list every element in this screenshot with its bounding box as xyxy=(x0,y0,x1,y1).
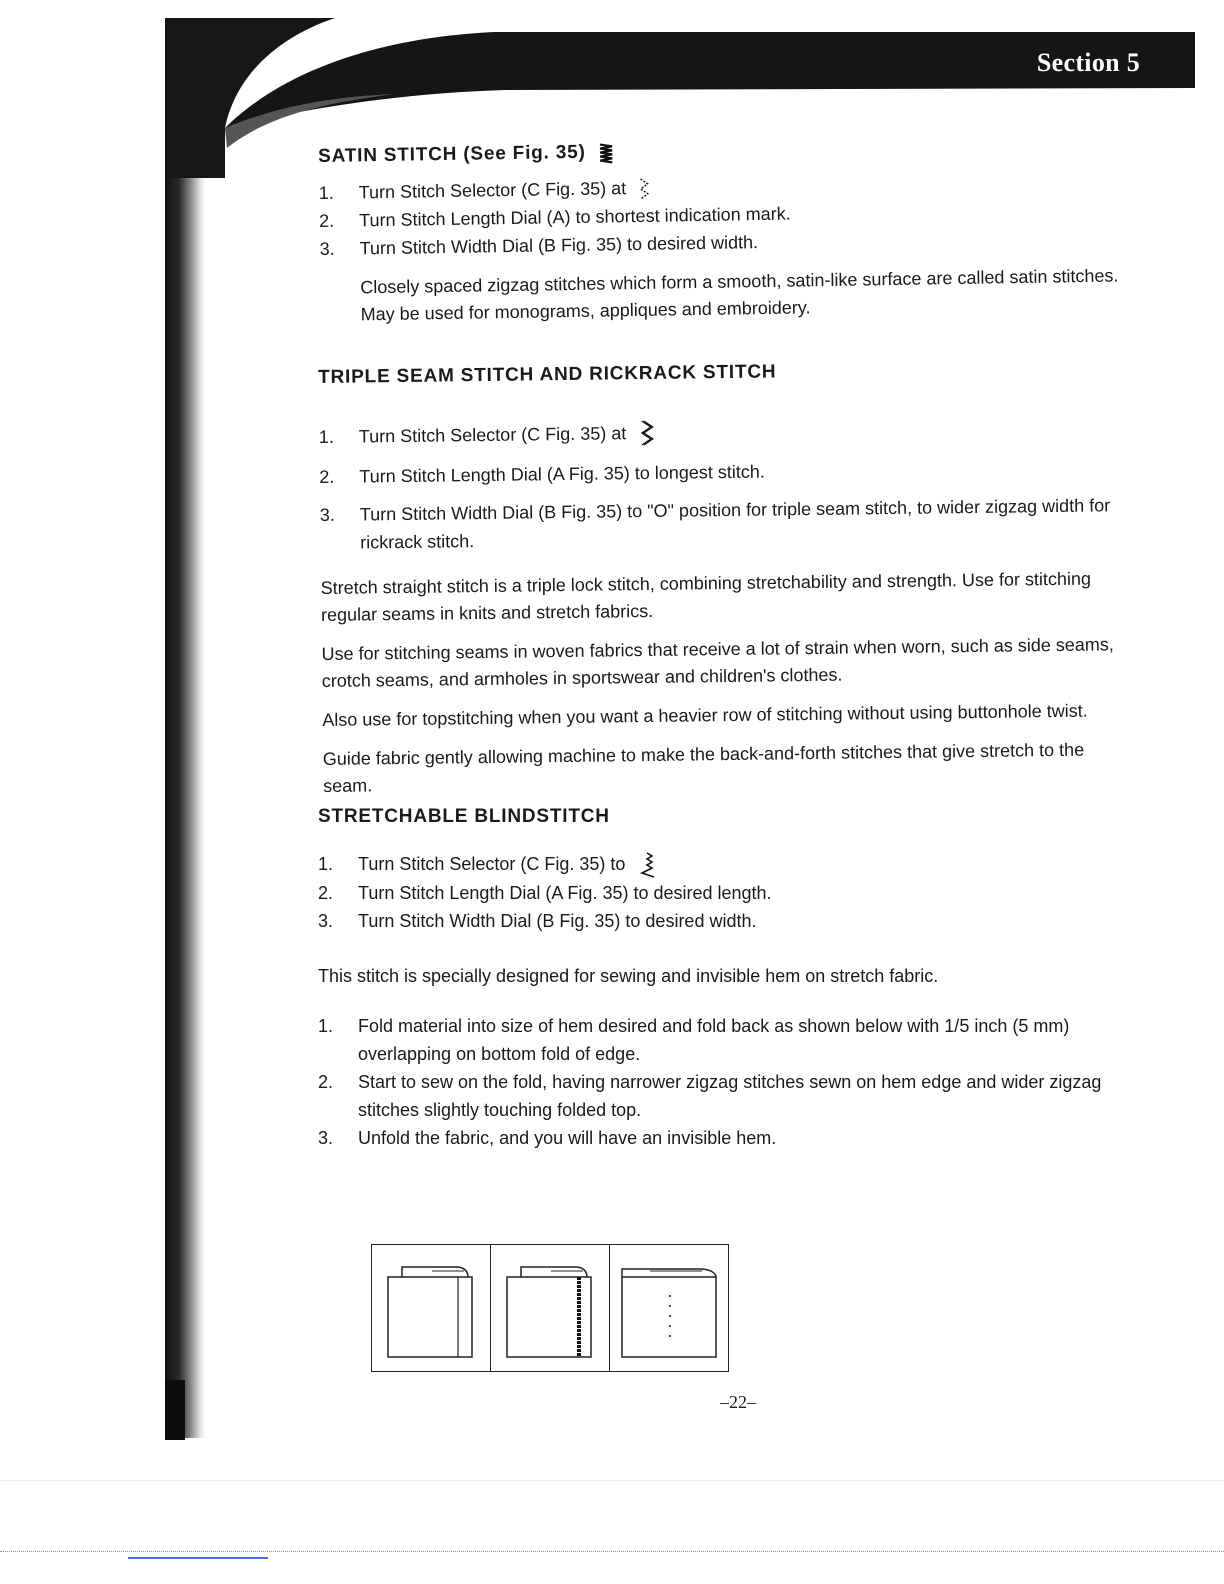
satin-section xyxy=(318,133,1121,328)
blindstitch-icon xyxy=(638,851,658,879)
satin-steps xyxy=(319,166,1120,263)
page-content xyxy=(318,132,1118,1152)
blind-section xyxy=(318,806,1118,1152)
triple-section xyxy=(318,357,1123,800)
hem-step-2-figure xyxy=(491,1245,610,1371)
blind-steps xyxy=(318,850,1118,935)
scan-binding-shadow xyxy=(165,1380,185,1440)
triple-steps xyxy=(319,413,1121,557)
list-item: 2. Start to sew on the fold, having narrower zigzag stitches sewn on hem edge and wider zigzag stitches slightly touching folded top. xyxy=(318,1072,1102,1121)
scan-divider xyxy=(0,1480,1224,1481)
hem-steps xyxy=(318,1012,1118,1152)
hem-step-1-figure xyxy=(372,1245,491,1371)
zigzag-selector-icon xyxy=(639,177,651,201)
list-item: 1. Turn Stitch Selector (C Fig. 35) at xyxy=(319,413,1119,453)
list-item: 1. Fold material into size of hem desired and fold back as shown below with 1/5 inch (5 mm) overlapping on bottom fold of edge. xyxy=(318,1016,1070,1065)
triple-paragraph: Stretch straight stitch is a triple lock stitch, combining stretchability and strength. Use for stitching regular seams in knits and stretch fabrics. xyxy=(320,568,1092,625)
hem-illustration xyxy=(371,1244,729,1372)
scan-dotted-line xyxy=(0,1551,1224,1553)
list-item: 2. Turn Stitch Length Dial (A Fig. 35) to longest stitch. xyxy=(319,461,765,488)
satin-heading: SATIN STITCH (See Fig. 35) xyxy=(318,141,586,167)
list-item: 3. Turn Stitch Width Dial (B Fig. 35) to desired width. xyxy=(318,911,757,932)
hem-step-3-figure xyxy=(610,1245,728,1371)
triple-paragraph: Use for stitching seams in woven fabrics that receive a lot of strain when worn, such as side seams, crotch seams, and armholes in sportswear and children's clothes. xyxy=(321,634,1114,691)
triple-stitch-icon xyxy=(639,419,655,449)
section-label: Section 5 xyxy=(1036,48,1140,77)
blind-intro: This stitch is specially designed for sewing and invisible hem on stretch fabric. xyxy=(318,966,939,987)
list-item: 3. Unfold the fabric, and you will have an invisible hem. xyxy=(318,1128,777,1149)
page-number: –22– xyxy=(720,1392,756,1412)
scan-binding-edge xyxy=(165,18,205,1438)
scan-blue-mark xyxy=(128,1557,268,1559)
list-item: 1. Turn Stitch Selector (C Fig. 35) at xyxy=(319,166,1119,207)
triple-paragraph: Also use for topstitching when you want a heavier row of stitching without using buttonhole twist. xyxy=(322,700,1088,730)
triple-paragraph: Guide fabric gently allowing machine to make the back-and-forth stitches that give stretch to the seam. xyxy=(322,739,1085,796)
list-item: 1. Turn Stitch Selector (C Fig. 35) to xyxy=(318,850,1118,879)
blind-heading: STRETCHABLE BLINDSTITCH xyxy=(318,806,610,828)
list-item: 3. Turn Stitch Width Dial (B Fig. 35) to "O" position for triple seam stitch, to wider zigzag width for rickrack stitch. xyxy=(319,495,1111,553)
list-item: 3. Turn Stitch Width Dial (B Fig. 35) to desired width. xyxy=(319,231,759,259)
list-item: 2. Turn Stitch Length Dial (A) to shortest indication mark. xyxy=(319,203,791,231)
triple-heading: TRIPLE SEAM STITCH AND RICKRACK STITCH xyxy=(318,361,777,388)
satin-description: Closely spaced zigzag stitches which form a smooth, satin-like surface are called satin stitches. May be used for monograms, appliques and embroidery. xyxy=(360,265,1119,325)
list-item: 2. Turn Stitch Length Dial (A Fig. 35) to desired length. xyxy=(318,883,772,904)
satin-stitch-icon xyxy=(598,142,614,164)
